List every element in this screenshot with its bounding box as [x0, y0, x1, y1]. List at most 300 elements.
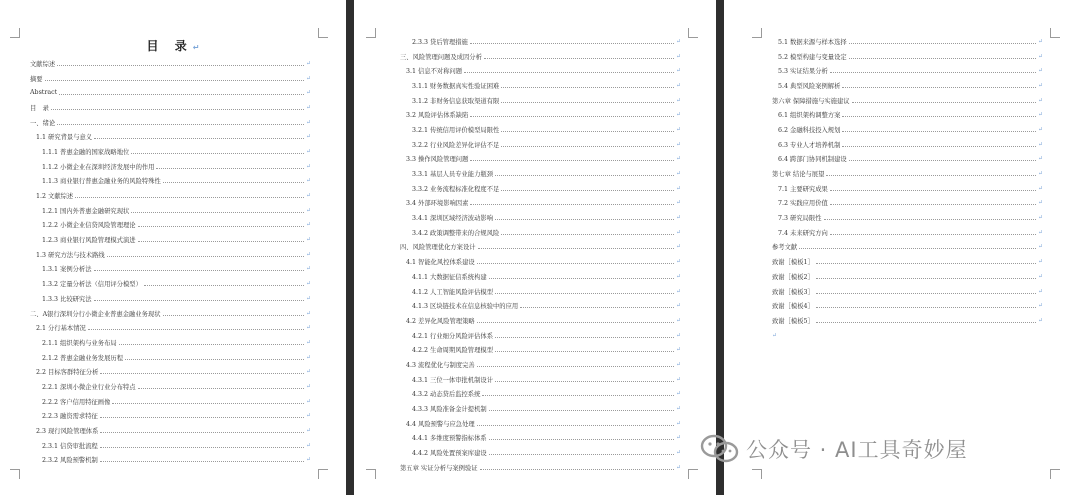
dot-leader	[489, 439, 674, 440]
toc-entry[interactable]	[30, 203, 312, 218]
toc-entry[interactable]	[400, 372, 682, 387]
paragraph-mark: ↵	[676, 184, 682, 192]
dot-leader	[57, 124, 304, 125]
dot-leader	[484, 58, 674, 59]
toc-entry-text: 5.4 典型风险案例解析	[778, 82, 841, 90]
toc-entry-text: 2.2.2 客户信用特征画像	[42, 398, 111, 406]
toc-entry-text: 5.1 数据来源与样本选择	[778, 38, 847, 46]
paragraph-mark: ↵	[1038, 52, 1044, 60]
toc-entry-text: 6.1 组织架构调整方案	[778, 112, 841, 120]
toc-entry-text: 6.4 跨部门协同机制建设	[778, 156, 847, 164]
dot-leader	[45, 80, 304, 81]
toc-entry-text: 3.4.1 深圳区域经济波动影响	[412, 215, 493, 223]
document-page-2	[354, 0, 716, 495]
dot-leader	[94, 270, 304, 271]
toc-entry[interactable]	[30, 159, 312, 174]
paragraph-mark: ↵	[306, 353, 312, 361]
toc-entry[interactable]	[30, 364, 312, 379]
toc-entry[interactable]	[772, 240, 1044, 255]
toc-entry[interactable]	[30, 453, 312, 468]
toc-entry[interactable]	[400, 122, 682, 137]
toc-entry[interactable]	[400, 342, 682, 357]
toc-entry[interactable]	[30, 129, 312, 144]
dot-leader	[480, 469, 674, 470]
toc-entry-text: 4.4.2 风险处置预案库建设	[412, 450, 487, 458]
dot-leader	[163, 182, 304, 183]
toc-entry-text: 2.2.3 融资需求特征	[42, 413, 98, 421]
paragraph-mark: ↵	[1038, 140, 1044, 148]
toc-entry-text: 4.2 差异化风险管理策略	[406, 317, 475, 325]
toc-entry-text: 3.2 风险评估体系缺陷	[406, 112, 469, 120]
paragraph-mark: ↵	[676, 463, 682, 471]
toc-entry-text: 1.3.3 比较研究法	[42, 295, 92, 303]
paragraph-mark: ↵	[676, 37, 682, 45]
toc-entry-text: 3.2.1 传统信用评价模型局限性	[412, 126, 500, 134]
dot-leader	[816, 263, 1036, 264]
toc-entry[interactable]	[400, 401, 682, 416]
toc-entry-text: 目 录	[30, 104, 49, 112]
dot-leader	[489, 278, 674, 279]
paragraph-mark: ↵	[1038, 316, 1044, 324]
toc-entry[interactable]	[772, 284, 1044, 299]
margin-corner-mark	[688, 469, 698, 479]
toc-entry-text: 5.3 实证结果分析	[778, 68, 828, 76]
dot-leader	[470, 204, 674, 205]
page-separator-left	[346, 0, 354, 495]
paragraph-mark: ↵	[676, 140, 682, 148]
wechat-icon	[700, 434, 740, 464]
toc-entry-text: 1.2 文献综述	[36, 193, 74, 201]
toc-entry-text: 3.4 外部环境影响因素	[406, 200, 469, 208]
dot-leader	[119, 344, 304, 345]
toc-entry-text: 四、风险管理优化方案设计	[400, 244, 476, 252]
dot-leader	[477, 425, 674, 426]
toc-entry[interactable]	[772, 63, 1044, 78]
paragraph-mark: ↵	[306, 221, 312, 229]
dot-leader	[495, 219, 674, 220]
toc-entry[interactable]	[30, 320, 312, 335]
dot-leader	[842, 146, 1036, 147]
toc-entry[interactable]	[772, 196, 1044, 211]
dot-leader	[464, 72, 674, 73]
paragraph-mark: ↵	[306, 397, 312, 405]
dot-leader	[799, 248, 1036, 249]
toc-entry[interactable]	[30, 85, 312, 100]
toc-entry[interactable]	[400, 387, 682, 402]
dot-leader	[57, 65, 304, 66]
toc-entry-text: 1.1.2 小微企业在深圳经济发展中的作用	[42, 163, 155, 171]
dot-leader	[495, 337, 674, 338]
toc-entry[interactable]	[30, 409, 312, 424]
toc-entry-text: 4.4 风险预警与应急处理	[406, 420, 475, 428]
margin-corner-mark	[688, 28, 698, 38]
toc-entry-text: 2.2.1 深圳小微企业行业分布特点	[42, 383, 136, 391]
dot-leader	[489, 410, 674, 411]
toc-entry[interactable]	[400, 152, 682, 167]
paragraph-mark: ↵	[1038, 125, 1044, 133]
paragraph-mark: ↵	[676, 302, 682, 310]
paragraph-mark: ↵	[306, 59, 312, 67]
toc-entry[interactable]	[772, 49, 1044, 64]
dot-leader	[100, 432, 304, 433]
toc-entry[interactable]	[30, 115, 312, 130]
toc-entry-text: 7.3 研究局限性	[778, 215, 822, 223]
toc-entry[interactable]	[400, 93, 682, 108]
toc-entry[interactable]	[30, 174, 312, 189]
dot-leader	[138, 388, 304, 389]
dot-leader	[495, 381, 674, 382]
toc-entry[interactable]	[30, 394, 312, 409]
dot-leader	[830, 204, 1036, 205]
paragraph-mark: ↵	[676, 52, 682, 60]
margin-corner-mark	[318, 469, 328, 479]
toc-entry-text: 2.1 分行基本情况	[36, 325, 86, 333]
toc-entry-text: 7.1 主要研究成果	[778, 185, 828, 193]
paragraph-mark: ↵	[676, 199, 682, 207]
dot-leader	[88, 329, 304, 330]
toc-entry[interactable]	[400, 269, 682, 284]
paragraph-mark: ↵	[1038, 67, 1044, 75]
toc-entry-text: 1.3.1 案例分析法	[42, 266, 92, 274]
toc-entry[interactable]	[400, 445, 682, 460]
toc-entry[interactable]	[400, 431, 682, 446]
toc-entry-text: 致谢［模板1］	[772, 259, 814, 267]
paragraph-mark: ↵	[1038, 228, 1044, 236]
toc-entry-text: 3.1 信息不对称问题	[406, 68, 463, 76]
toc-entry-text: 1.2.1 国内外普惠金融研究现状	[42, 207, 130, 215]
paragraph-mark: ↵	[676, 214, 682, 222]
margin-corner-mark	[366, 28, 376, 38]
toc-entry[interactable]	[400, 298, 682, 313]
margin-corner-mark	[366, 469, 376, 479]
toc-entry-list	[30, 56, 312, 467]
toc-entry-text: 第六章 保障措施与实施建议	[772, 97, 850, 105]
paragraph-mark: ↵	[1038, 199, 1044, 207]
toc-entry[interactable]	[30, 56, 312, 71]
toc-title: 目 录↵	[146, 39, 200, 53]
paragraph-mark: ↵	[1038, 96, 1044, 104]
paragraph-mark: ↵	[676, 258, 682, 266]
toc-entry[interactable]	[30, 335, 312, 350]
toc-entry[interactable]	[30, 218, 312, 233]
dot-leader	[112, 403, 304, 404]
toc-entry[interactable]	[400, 416, 682, 431]
paragraph-mark: ↵	[1038, 287, 1044, 295]
dot-leader	[852, 102, 1036, 103]
dot-leader	[100, 461, 304, 462]
toc-entry[interactable]	[400, 107, 682, 122]
dot-leader	[830, 190, 1036, 191]
toc-entry[interactable]	[30, 232, 312, 247]
paragraph-mark: ↵	[676, 243, 682, 251]
toc-entry-text: 2.1.1 组织架构与业务布局	[42, 339, 117, 347]
document-page-3	[724, 0, 1080, 495]
toc-entry-text: 二、A银行深圳分行小微企业普惠金融业务现状	[30, 310, 161, 318]
toc-entry-text: 2.2 目标客群特征分析	[36, 369, 99, 377]
dot-leader	[830, 72, 1036, 73]
paragraph-mark: ↵	[306, 74, 312, 82]
dot-leader	[495, 351, 674, 352]
toc-entry-text: 4.1.2 人工智能风险评估模型	[412, 288, 493, 296]
paragraph-mark: ↵	[1038, 155, 1044, 163]
toc-entry[interactable]	[400, 63, 682, 78]
toc-entry[interactable]	[30, 276, 312, 291]
paragraph-mark: ↵	[676, 228, 682, 236]
toc-entry[interactable]	[30, 262, 312, 277]
paragraph-mark: ↵	[1038, 258, 1044, 266]
page-separator-right	[716, 0, 724, 495]
toc-entry[interactable]	[772, 254, 1044, 269]
toc-entry-text: 2.3 现行风险管理体系	[36, 428, 99, 436]
toc-entry[interactable]	[772, 93, 1044, 108]
dot-leader	[849, 58, 1036, 59]
toc-entry[interactable]	[400, 460, 682, 475]
dot-leader	[501, 146, 674, 147]
paragraph-mark: ↵	[1038, 81, 1044, 89]
toc-entry-text: 2.1.2 普惠金融业务发展历程	[42, 354, 123, 362]
toc-entry[interactable]	[772, 34, 1044, 49]
paragraph-mark: ↵	[306, 309, 312, 317]
dot-leader	[824, 219, 1036, 220]
toc-entry-text: 3.3.2 业务流程标准化程度不足	[412, 185, 500, 193]
paragraph-mark: ↵	[306, 192, 312, 200]
toc-entry[interactable]	[400, 284, 682, 299]
dot-leader	[51, 109, 304, 110]
toc-entry-text: 3.2.2 行业风险差异化评估不足	[412, 141, 500, 149]
dot-leader	[100, 417, 304, 418]
dot-leader	[100, 373, 304, 374]
toc-entry-text: 4.3 流程优化与制度完善	[406, 361, 475, 369]
paragraph-mark: ↵	[306, 368, 312, 376]
dot-leader	[482, 395, 674, 396]
dot-leader	[478, 248, 674, 249]
dot-leader	[94, 300, 304, 301]
dot-leader	[830, 234, 1036, 235]
dot-leader	[100, 447, 304, 448]
paragraph-mark: ↵	[676, 81, 682, 89]
toc-entry[interactable]	[772, 78, 1044, 93]
paragraph-mark: ↵	[306, 382, 312, 390]
toc-entry-text: 参考文献	[772, 244, 798, 252]
dot-leader	[75, 197, 304, 198]
toc-entry[interactable]	[30, 306, 312, 321]
paragraph-mark: ↵	[306, 206, 312, 214]
toc-entry-text: 一、绪论	[30, 119, 56, 127]
toc-entry[interactable]	[400, 137, 682, 152]
dot-leader	[107, 256, 304, 257]
toc-entry-text: 7.2 实践应用价值	[778, 200, 828, 208]
paragraph-mark: ↵	[1038, 302, 1044, 310]
toc-entry[interactable]	[400, 313, 682, 328]
toc-entry[interactable]	[772, 181, 1044, 196]
paragraph-mark: ↵	[306, 280, 312, 288]
paragraph-mark: ↵	[306, 441, 312, 449]
paragraph-mark: ↵	[676, 125, 682, 133]
toc-entry-text: 摘要	[30, 75, 43, 83]
dot-leader	[470, 160, 674, 161]
dot-leader	[163, 315, 305, 316]
paragraph-mark: ↵	[1038, 170, 1044, 178]
dot-leader	[816, 322, 1036, 323]
toc-entry-text: 2.3.3 贷后管理措施	[412, 38, 468, 46]
toc-entry[interactable]	[400, 181, 682, 196]
dot-leader	[131, 153, 304, 154]
toc-entry-text: 4.2.1 行业细分风险评估体系	[412, 332, 493, 340]
toc-entry[interactable]	[400, 34, 682, 49]
toc-entry[interactable]	[400, 196, 682, 211]
toc-entry[interactable]	[400, 210, 682, 225]
margin-corner-mark	[752, 469, 762, 479]
toc-entry[interactable]	[30, 423, 312, 438]
paragraph-mark: ↵	[1038, 243, 1044, 251]
toc-entry-text: 1.2.3 商业银行风险管理模式演进	[42, 237, 136, 245]
toc-entry[interactable]	[400, 49, 682, 64]
dot-leader	[495, 175, 674, 176]
margin-corner-mark	[752, 28, 762, 38]
toc-entry[interactable]	[30, 438, 312, 453]
dot-leader	[477, 263, 674, 264]
paragraph-mark: ↵	[676, 360, 682, 368]
toc-entry[interactable]	[30, 71, 312, 86]
toc-entry-text: 第七章 结论与展望	[772, 171, 825, 179]
watermark	[700, 432, 968, 466]
toc-entry-text: 2.3.2 风险预警机制	[42, 457, 98, 465]
toc-entry[interactable]	[400, 328, 682, 343]
toc-entry-text: 4.3.2 动态贷后监控系统	[412, 391, 481, 399]
toc-entry[interactable]	[400, 240, 682, 255]
toc-entry-text: 4.1 智能化风控体系建设	[406, 259, 475, 267]
toc-entry-text: 4.1.3 区块链技术在信息核验中的应用	[412, 303, 519, 311]
toc-entry[interactable]	[400, 78, 682, 93]
toc-entry[interactable]	[772, 269, 1044, 284]
toc-entry-text: 3.1.1 财务数据真实性验证困难	[412, 82, 500, 90]
paragraph-mark: ↵	[676, 331, 682, 339]
paragraph-mark: ↵	[676, 434, 682, 442]
toc-entry-text: 4.2.2 生命周期风险管理模型	[412, 347, 493, 355]
toc-entry-text: 4.4.1 多维度预警指标体系	[412, 435, 487, 443]
toc-entry-text: 7.4 未来研究方向	[778, 229, 828, 237]
paragraph-mark: ↵	[676, 449, 682, 457]
dot-leader	[131, 212, 304, 213]
margin-corner-mark	[10, 469, 20, 479]
toc-entry-text: 致谢［模板4］	[772, 303, 814, 311]
toc-entry[interactable]	[400, 254, 682, 269]
toc-entry[interactable]	[772, 122, 1044, 137]
toc-entry[interactable]	[772, 298, 1044, 313]
paragraph-mark: ↵	[676, 287, 682, 295]
toc-entry[interactable]	[30, 350, 312, 365]
toc-entry[interactable]	[30, 291, 312, 306]
dot-leader	[501, 131, 674, 132]
toc-entry-text: 1.1.1 普惠金融的国家战略地位	[42, 148, 130, 156]
toc-entry-text: 第五章 实证分析与案例验证	[400, 464, 478, 472]
dot-leader	[144, 285, 304, 286]
toc-entry-text: 三、风险管理问题及成因分析	[400, 53, 482, 61]
dot-leader	[520, 307, 674, 308]
dot-leader	[826, 175, 1036, 176]
toc-entry-text: 6.2 金融科技投入规划	[778, 126, 841, 134]
toc-entry[interactable]	[400, 225, 682, 240]
dot-leader	[816, 307, 1036, 308]
toc-entry-text: 致谢［模板3］	[772, 288, 814, 296]
dot-leader	[816, 278, 1036, 279]
paragraph-mark: ↵	[306, 133, 312, 141]
margin-corner-mark	[1050, 469, 1060, 479]
toc-entry[interactable]	[772, 210, 1044, 225]
toc-entry[interactable]	[772, 152, 1044, 167]
paragraph-mark: ↵	[306, 338, 312, 346]
toc-entry-text: 1.2.2 小微企业信贷风险管理理论	[42, 222, 136, 230]
dot-leader	[842, 131, 1036, 132]
paragraph-mark: ↵	[676, 272, 682, 280]
paragraph-mark: ↵	[676, 405, 682, 413]
toc-entry-text: 5.2 模型构建与变量设定	[778, 53, 847, 61]
toc-entry-text: 6.3 专业人才培养机制	[778, 141, 841, 149]
dot-leader	[138, 226, 304, 227]
toc-entry[interactable]	[400, 166, 682, 181]
paragraph-mark: ↵	[306, 147, 312, 155]
dot-leader	[477, 366, 674, 367]
paragraph-mark: ↵	[306, 89, 312, 97]
toc-entry-text: 3.1.2 非财务信息获取渠道有限	[412, 97, 500, 105]
dot-leader	[125, 359, 304, 360]
watermark-text: 公众号 · AI工具奇妙屋	[746, 438, 968, 462]
toc-entry[interactable]	[30, 247, 312, 262]
toc-entry[interactable]	[772, 137, 1044, 152]
toc-entry[interactable]	[400, 357, 682, 372]
paragraph-mark: ↵	[306, 177, 312, 185]
toc-entry[interactable]	[772, 107, 1044, 122]
empty-paragraph	[772, 328, 1044, 343]
dot-leader	[501, 234, 674, 235]
paragraph-mark: ↵	[306, 412, 312, 420]
dot-leader	[816, 293, 1036, 294]
toc-entry[interactable]	[772, 225, 1044, 240]
toc-entry[interactable]	[772, 166, 1044, 181]
paragraph-mark: ↵	[676, 111, 682, 119]
paragraph-mark: ↵	[306, 236, 312, 244]
toc-entry-text: 1.1.3 商业银行普惠金融业务的风险特殊性	[42, 178, 161, 186]
toc-entry[interactable]	[30, 188, 312, 203]
paragraph-mark: ↵	[676, 96, 682, 104]
paragraph-mark: ↵	[306, 456, 312, 464]
dot-leader	[842, 87, 1036, 88]
paragraph-mark: ↵	[676, 375, 682, 383]
toc-entry[interactable]	[30, 144, 312, 159]
paragraph-mark: ↵	[676, 419, 682, 427]
toc-entry-text: 1.3 研究方法与技术路线	[36, 251, 105, 259]
toc-entry-text: 4.3.3 风险准备金计提机制	[412, 406, 487, 414]
dot-leader	[138, 241, 304, 242]
paragraph-mark: ↵	[306, 265, 312, 273]
toc-entry-text: 3.4.2 政策调整带来的合规风险	[412, 229, 500, 237]
toc-entry[interactable]	[30, 100, 312, 115]
toc-entry[interactable]	[30, 379, 312, 394]
paragraph-mark: ↵	[306, 103, 312, 111]
toc-entry-text: 3.3 操作风险管理问题	[406, 156, 469, 164]
paragraph-mark: ↵	[676, 316, 682, 324]
paragraph-mark: ↵	[306, 324, 312, 332]
toc-entry[interactable]	[772, 313, 1044, 328]
paragraph-mark: ↵	[772, 331, 778, 339]
toc-entry-text: 3.3.1 基层人员专业能力瓶颈	[412, 171, 493, 179]
toc-entry-text: Abstract	[30, 89, 58, 97]
paragraph-mark: ↵	[676, 67, 682, 75]
margin-corner-mark	[1050, 28, 1060, 38]
dot-leader	[495, 293, 674, 294]
paragraph-mark: ↵	[676, 170, 682, 178]
toc-entry-text: 1.3.2 定量分析法（信用评分模型）	[42, 281, 142, 289]
